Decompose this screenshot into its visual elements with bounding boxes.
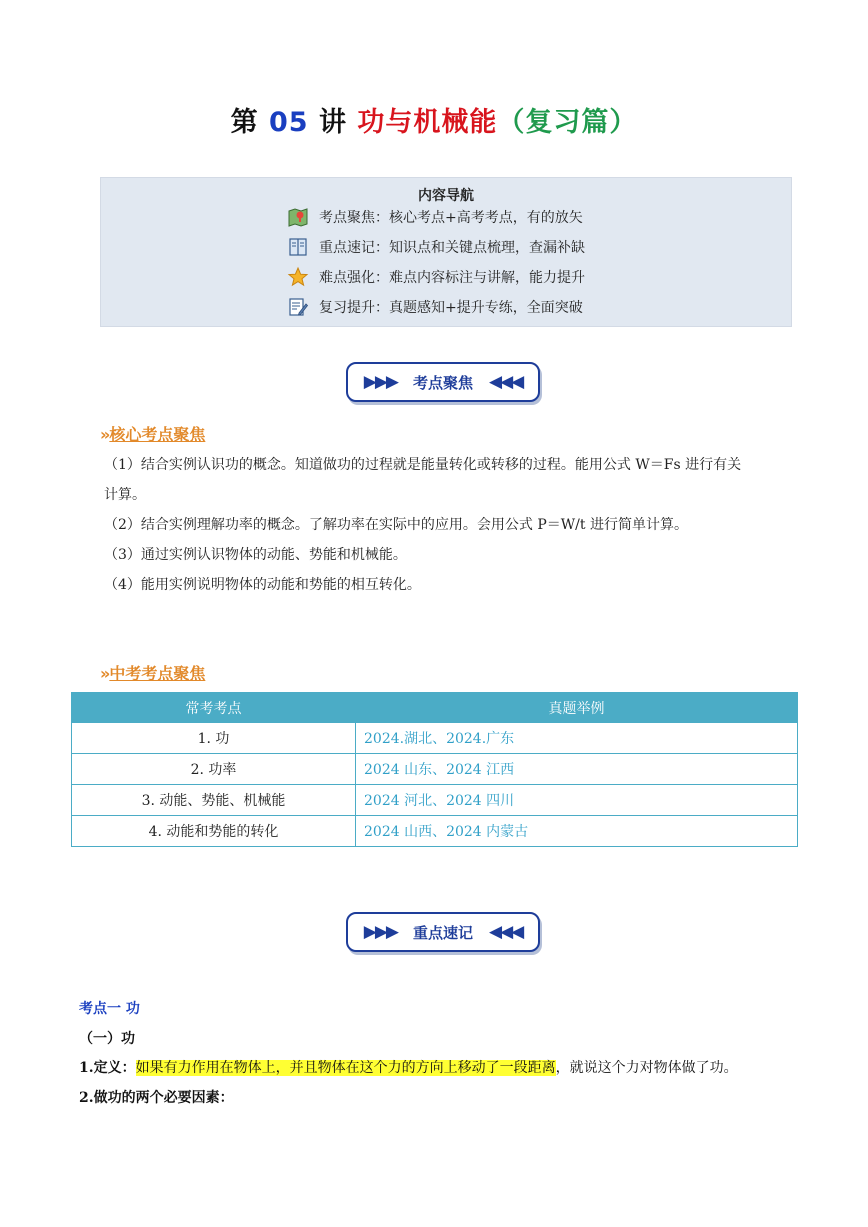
focus-banner <box>346 362 540 402</box>
column-header: 常考考点 <box>72 693 356 723</box>
exam-point-cell: 3. 动能、势能、机械能 <box>72 785 356 816</box>
factors-heading: 2.做功的两个必要因素： <box>79 1090 234 1106</box>
core-line: （4）能用实例说明物体的动能和势能的相互转化。 <box>104 577 421 593</box>
column-header: 真题举例 <box>356 693 798 723</box>
exam-points-table <box>71 692 798 847</box>
exam-point-cell: 2. 功率 <box>72 754 356 785</box>
core-line: （1）结合实例认识功的概念。知道做功的过程就是能量转化或转移的过程。能用公式 W＝Fs 进行有关 <box>104 457 742 473</box>
nav-item-label: 复习提升： <box>319 300 389 316</box>
double-chevron-icon: » <box>100 664 108 683</box>
title-lecture: 讲 <box>318 107 347 138</box>
definition-highlight: 如果有力作用在物体上，并且物体在这个力的方向上移动了一段距离 <box>135 1060 556 1076</box>
page-title <box>0 104 868 142</box>
nav-item-desc: 难点内容标注与讲解，能力提升 <box>389 270 585 286</box>
book-icon <box>287 236 309 258</box>
memo-banner <box>346 912 540 952</box>
table-row <box>72 754 798 785</box>
right-arrows-icon: ▶▶▶ <box>363 922 397 942</box>
title-suffix: （复习篇） <box>497 107 638 138</box>
left-arrows-icon: ◀◀◀ <box>489 372 523 392</box>
table-header-row <box>72 693 798 723</box>
core-line: （3）通过实例认识物体的动能、势能和机械能。 <box>104 547 407 563</box>
table-row <box>72 785 798 816</box>
nav-item-label: 难点强化： <box>319 270 389 286</box>
nav-item-difficult <box>287 265 585 289</box>
nav-item-desc: 知识点和关键点梳理，查漏补缺 <box>389 240 585 256</box>
nav-item-memo <box>287 235 585 259</box>
title-number: 05 <box>269 107 309 138</box>
example-cell: 2024.湖北、2024.广东 <box>356 723 798 754</box>
nav-heading: 内容导航 <box>418 188 474 204</box>
table-row <box>72 816 798 847</box>
table-row <box>72 723 798 754</box>
point-one-subtitle: （一）功 <box>79 1031 135 1047</box>
core-line: （2）结合实例理解功率的概念。了解功率在实际中的应用。会用公式 P＝W/t 进行简单计算。 <box>104 517 688 533</box>
memo-banner-label: 重点速记 <box>412 923 473 942</box>
core-heading-text: 核心考点聚焦 <box>109 425 206 444</box>
definition-line <box>79 1057 738 1077</box>
double-chevron-icon: » <box>100 425 108 444</box>
core-points <box>104 450 794 600</box>
nav-item-label: 重点速记： <box>319 240 389 256</box>
exam-heading-text: 中考考点聚焦 <box>109 664 206 683</box>
nav-item-review <box>287 295 583 319</box>
example-cell: 2024 河北、2024 四川 <box>356 785 798 816</box>
exam-point-cell: 1. 功 <box>72 723 356 754</box>
point-one-title: 考点一 功 <box>79 1001 140 1017</box>
title-topic: 功与机械能 <box>357 107 498 138</box>
exam-section-heading <box>100 661 205 684</box>
left-arrows-icon: ◀◀◀ <box>489 922 523 942</box>
definition-label: 1.定义： <box>79 1060 136 1076</box>
nav-item-focus <box>287 205 583 229</box>
edit-icon <box>287 296 309 318</box>
example-cell: 2024 山东、2024 江西 <box>356 754 798 785</box>
nav-item-label: 考点聚焦： <box>319 210 389 226</box>
content-navigation <box>100 177 792 327</box>
right-arrows-icon: ▶▶▶ <box>363 372 397 392</box>
exam-point-cell: 4. 动能和势能的转化 <box>72 816 356 847</box>
definition-rest: ，就说这个力对物体做了功。 <box>555 1060 738 1076</box>
nav-item-desc: 真题感知+提升专练，全面突破 <box>389 300 583 316</box>
title-prefix: 第 <box>230 107 259 138</box>
core-section-heading <box>100 422 205 445</box>
example-cell: 2024 山西、2024 内蒙古 <box>356 816 798 847</box>
map-icon <box>287 206 309 228</box>
core-line: 计算。 <box>104 487 146 503</box>
nav-item-desc: 核心考点+高考考点，有的放矢 <box>389 210 583 226</box>
star-icon <box>287 266 309 288</box>
focus-banner-label: 考点聚焦 <box>412 373 473 392</box>
